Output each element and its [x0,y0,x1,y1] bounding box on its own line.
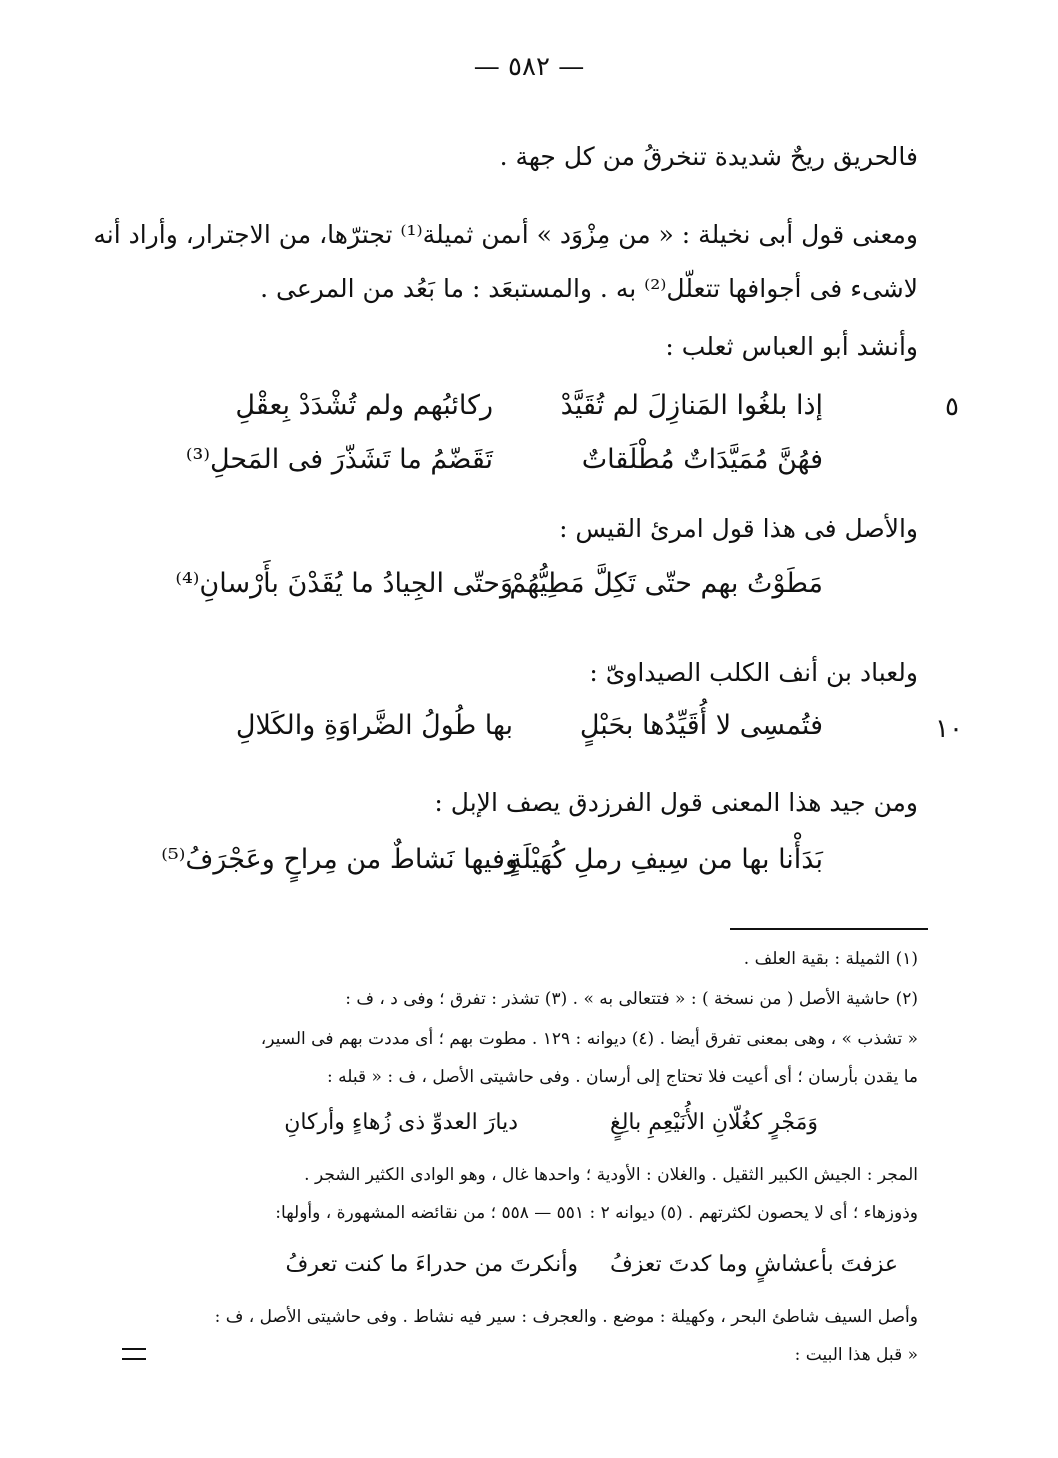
footnote-verse-2-left: وأنكرتَ من حدراءَ ما كنت تعرفُ [285,1252,578,1277]
verse-farazdaq-right: بَدَأْنا بها من سِيفِ رملِ كُهَيْلَةٍ [508,844,823,875]
footnote-line-8: « قبل هذا البيت : [794,1345,918,1365]
body-line-3: لاشىء فى أجوافها تتعلّل⁽²⁾ به . والمستبعَد : ما بَعُد من المرعى . [260,274,918,303]
intro-imru: والأصل فى هذا قول امرئ القيس : [559,514,918,543]
page-number: — ٥٨٢ — [473,52,585,82]
verse-1-right: إذا بلغُوا المَنازِلَ لم تُقَيَّدْ [560,390,823,421]
footnote-line-5: المجر : الجيش الكبير الثقيل . والغلان : الأودية ؛ واحدها غال ، وهو الوادى الكثير الشجر . [304,1165,918,1185]
verse-abbad-right: فتُمسِى لا أُقَيِّدُها بحَبْلٍ [579,710,823,741]
body-line-4: وأنشد أبو العباس ثعلب : [665,332,918,361]
intro-farazdaq: ومن جيد هذا المعنى قول الفرزدق يصف الإبل : [434,788,918,817]
verse-farazdaq-left: وفيها نَشاطٌ من مِراحٍ وعَجْرَفُ⁽⁵⁾ [161,844,518,875]
footnote-line-2: (٢) حاشية الأصل ( من نسخة ) : « فتتعالى به » . (٣) تشذر : تفرق ؛ وفى د ، ف : [345,989,918,1009]
verse-imru-left: وَحتّى الجِيادُ ما يُقَدْنَ بأَرْسانِ⁽⁴⁾ [175,568,513,599]
verse-2-left: تَقَضّمُ ما تَشَذّرَ فى المَحلِ⁽³⁾ [185,444,493,475]
footnote-verse-1-left: ديارَ العدوِّ ذى زُهاءٍ وأركانِ [284,1110,518,1135]
footnote-line-3: « تشذب » ، وهى بمعنى تفرق أيضا . (٤) ديوانه : ١٢٩ . مطوت بهم ؛ أى مددت بهم فى السير، [260,1029,918,1049]
verse-imru-right: مَطَوْتُ بهم حتّى تَكِلَّ مَطِيُّهُمْ [509,568,823,599]
footnote-verse-1-right: وَمَجْرٍ كغُلّانِ الأُنَيْعِمِ بالِغٍ [609,1110,818,1135]
footnote-line-6: وذوزهاء ؛ أى لا يحصون لكثرتهم . (٥) ديوانه ٢ : ٥٥١ — ٥٥٨ ؛ من نقائضه المشهورة ، وأولها: [275,1203,918,1223]
footnote-divider [730,928,928,930]
footnote-line-4: ما يقدن بأرسان ؛ أى أعيت فلا تحتاج إلى أرسان . وفى حاشيتى الأصل ، ف : « قبله : [327,1067,918,1087]
verse-abbad-left: بها طُولُ الضَّراوَةِ والكَلالِ [235,710,513,741]
footnote-line-7: وأصل السيف شاطئ البحر ، وكهيلة : موضع . والعجرف : سير فيه نشاط . وفى حاشيتى الأصل ، ف : [214,1307,918,1327]
line-marker-5: ٥ [945,392,959,422]
body-line-2: ومعنى قول أبى نخيلة : « من مِزْوَد » أىمن ثميلة⁽¹⁾ تجترّها، من الاجترار، وأراد أنه [93,220,918,249]
verse-2-right: فهُنَّ مُمَيَّدَاتٌ مُطْلَقاتٌ [581,444,823,475]
body-line-1: فالحريق ريحٌ شديدة تنخرقُ من كل جهة . [499,142,918,171]
footnote-verse-2-right: عزفتَ بأعشاشٍ وما كدتَ تعزفُ [609,1252,898,1277]
footnote-line-1: (١) الثميلة : بقية العلف . [743,949,918,969]
intro-abbad: ولعباد بن أنف الكلب الصيداوىّ : [589,658,918,687]
line-marker-10: ١٠ [935,714,963,744]
continuation-mark [122,1348,146,1360]
verse-1-left: ركائبُهم ولم تُشْدَدْ بِعقْلِ [235,390,493,421]
